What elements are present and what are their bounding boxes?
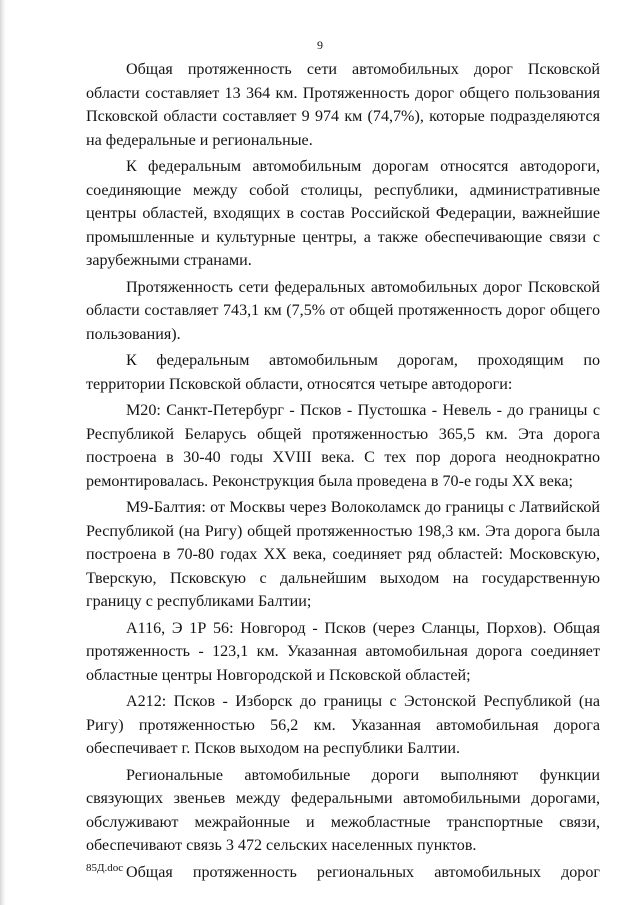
footer-filename: 85Д.doc <box>86 862 124 874</box>
paragraph-regional-roads-length: Общая протяженность региональных автомобильных дорог <box>126 863 600 881</box>
paragraph-m9-baltia-road: М9-Балтия: от Москвы через Волоколамск до границы с Латвийской Республикой (на Ригу) общей протяженностью 198,3 км. Эта дорога была построена в 70-80 годах XX века, соединяет ряд областей: Московскую, Тверскую, Псковскую с дальнейшим выходом на государственную границу с республиками Балтии; <box>86 499 600 610</box>
paragraph-total-road-length: Общая протяженность сети автомобильных дорог Псковской области составляет 13 364 км. Протяженность дорог общего пользования Псковской области составляет 9 974 км (74,7%), которые подразделяются на федеральные и региональные. <box>86 61 600 149</box>
paragraph-a212-road: А212: Псков - Изборск до границы с Эстонской Республикой (на Ригу) протяженностью 56,2 км. Указанная автомобильная дорога обеспечивает г. Псков выходом на республики Балтии. <box>86 693 600 757</box>
paragraph-four-federal-roads: К федеральным автомобильным дорогам, проходящим по территории Псковской области, относятся четыре автодороги: <box>86 352 600 393</box>
paragraph-regional-roads-functions: Региональные автомобильные дороги выполняют функции связующих звеньев между федеральными автомобильными дорогами, обслуживают межрайонные и межобластные транспортные связи, обеспечивают связь 3 472 сельских населенных пунктов. <box>86 766 600 854</box>
paragraph-federal-network-length: Протяженность сети федеральных автомобильных дорог Псковской области составляет 743,1 км (7,5% от общей протяженность дорог общего пользования). <box>86 278 600 343</box>
paragraph-a116-road: А116, Э 1Р 56: Новгород - Псков (через Сланцы, Порхов). Общая протяженность - 123,1 км. Указанная автомобильная дорога соединяет областные центры Новгородской и Псковской областей; <box>86 619 600 684</box>
page-number: 9 <box>317 38 323 52</box>
document-body <box>86 58 600 887</box>
paragraph-m20-road: М20: Санкт-Петербург - Псков - Пустошка - Невель - до границы с Республикой Беларусь общей протяженностью 365,5 км. Эта дорога построена в 30-40 годы XVIII века. С тех пор дорога неоднократно ремонтировалась. Реконструкция была проведена в 70-е годы XX века; <box>86 402 600 490</box>
scan-edge <box>0 0 6 905</box>
paragraph-federal-roads-definition: К федеральным автомобильным дорогам относятся автодороги, соединяющие между собой столицы, республики, административные центры областей, входящих в состав Российской Федерации, важнейшие промышленные и культурные центры, а также обеспечивающие связи с зарубежными странами. <box>86 158 600 269</box>
